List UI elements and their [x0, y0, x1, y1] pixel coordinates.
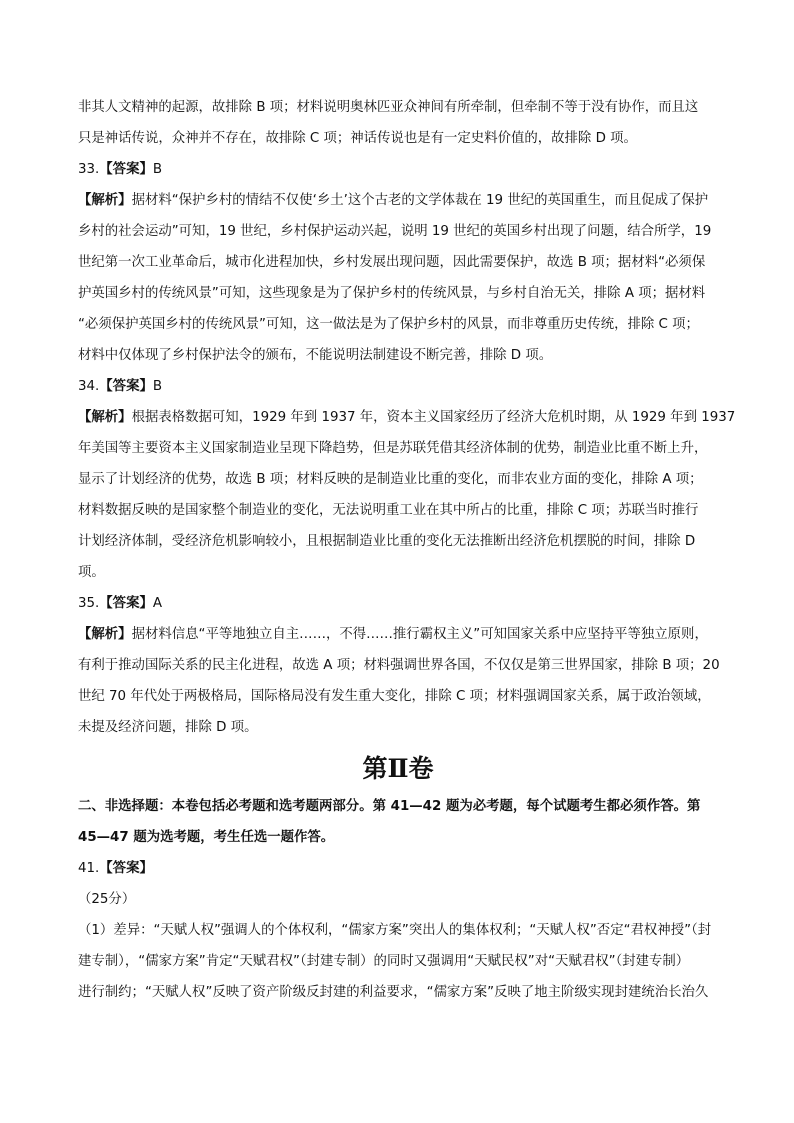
marker-label: 【解析】 — [78, 410, 132, 425]
answer-34: 34.【答案】B — [78, 379, 163, 394]
document-page — [78, 92, 736, 1008]
analysis-line: 【解析】根据表格数据可知，1929 年到 1937 年，资本主义国家经历了经济大危机时期，从 1929 年到 1937 — [78, 410, 736, 425]
marker-label: 【答案】 — [99, 162, 153, 177]
analysis-line: 显示了计划经济的优势，故选 B 项；材料反映的是制造业比重的变化，而非农业方面的变化，排除 A 项； — [78, 472, 703, 487]
marker-label: 【解析】 — [78, 193, 132, 208]
text-line: 非其人文精神的起源，故排除 B 项；材料说明奥林匹亚众神间有所牵制，但牵制不等于没有协作，而且这 — [78, 100, 699, 115]
analysis-line: 【解析】据材料信息“平等地独立自主……，不得……推行霸权主义”可知国家关系中应坚持平等独立原则， — [78, 627, 708, 642]
analysis-line: 世纪第一次工业革命后，城市化进程加快，乡村发展出现问题，因此需要保护，故选 B 项；据材料“必须保 — [78, 255, 706, 270]
analysis-line: 年美国等主要资本主义国家制造业呈现下降趋势，但是苏联凭借其经济体制的优势，制造业比重不断上升， — [78, 441, 708, 456]
answer-line: 建专制），“儒家方案”肯定“天赋君权”（封建专制）的同时又强调用“天赋民权”对“天赋君权”（封建专制） — [78, 954, 690, 969]
analysis-line: 材料数据反映的是国家整个制造业的变化，无法说明重工业在其中所占的比重，排除 C 项；苏联当时推行 — [78, 503, 699, 518]
analysis-line: 未提及经济问题，排除 D 项。 — [78, 720, 258, 735]
answer-35: 35.【答案】A — [78, 596, 163, 611]
analysis-line: 项。 — [78, 565, 105, 580]
section-title: 第Ⅱ卷 — [362, 754, 434, 783]
analysis-line: 世纪 70 年代处于两极格局，国际格局没有发生重大变化，排除 C 项；材料强调国家关系，属于政治领域， — [78, 689, 711, 704]
analysis-line: “必须保护英国乡村的传统风景”可知，这一做法是为了保护乡村的风景，而非尊重历史传统，排除 C 项； — [78, 317, 699, 332]
section-description: 45—47 题为选考题，考生任选一题作答。 — [78, 830, 335, 845]
analysis-line: 材料中仅体现了乡村保护法令的颁布，不能说明法制建设不断完善，排除 D 项。 — [78, 348, 553, 363]
analysis-line: 【解析】据材料“保护乡村的情结不仅使‘乡土’这个古老的文学体裁在 19 世纪的英国重生，而且促成了保护 — [78, 193, 709, 208]
answer-line: 进行制约；“天赋人权”反映了资产阶级反封建的利益要求，“儒家方案”反映了地主阶级实现封建统治长治久 — [78, 985, 709, 1000]
points-label: （25分） — [78, 892, 136, 907]
analysis-line: 护英国乡村的传统风景”可知，这些现象是为了保护乡村的传统风景，与乡村自治无关，排除 A 项；据材料 — [78, 286, 706, 301]
analysis-line: 乡村的社会运动”可知，19 世纪，乡村保护运动兴起，说明 19 世纪的英国乡村出现了问题，结合所学，19 — [78, 224, 712, 239]
analysis-line: 有利于推动国际关系的民主化进程，故选 A 项；材料强调世界各国，不仅仅是第三世界国家，排除 B 项；20 — [78, 658, 720, 673]
marker-label: 【答案】 — [99, 379, 153, 394]
answer-41: 41.【答案】 — [78, 861, 153, 876]
answer-line: （1）差异：“天赋人权”强调人的个体权利，“儒家方案”突出人的集体权利；“天赋人权”否定“君权神授”（封 — [78, 923, 712, 938]
marker-label: 【答案】 — [99, 861, 153, 876]
section-description: 二、非选择题：本卷包括必考题和选考题两部分。第 41—42 题为必考题，每个试题考生都必须作答。第 — [78, 799, 701, 814]
marker-label: 【答案】 — [99, 596, 153, 611]
marker-label: 【解析】 — [78, 627, 132, 642]
answer-33: 33.【答案】B — [78, 162, 163, 177]
analysis-line: 计划经济体制，受经济危机影响较小，且根据制造业比重的变化无法推断出经济危机摆脱的时间，排除 D — [78, 534, 696, 549]
text-line: 只是神话传说，众神并不存在，故排除 C 项；神话传说也是有一定史料价值的，故排除 D 项。 — [78, 131, 637, 146]
